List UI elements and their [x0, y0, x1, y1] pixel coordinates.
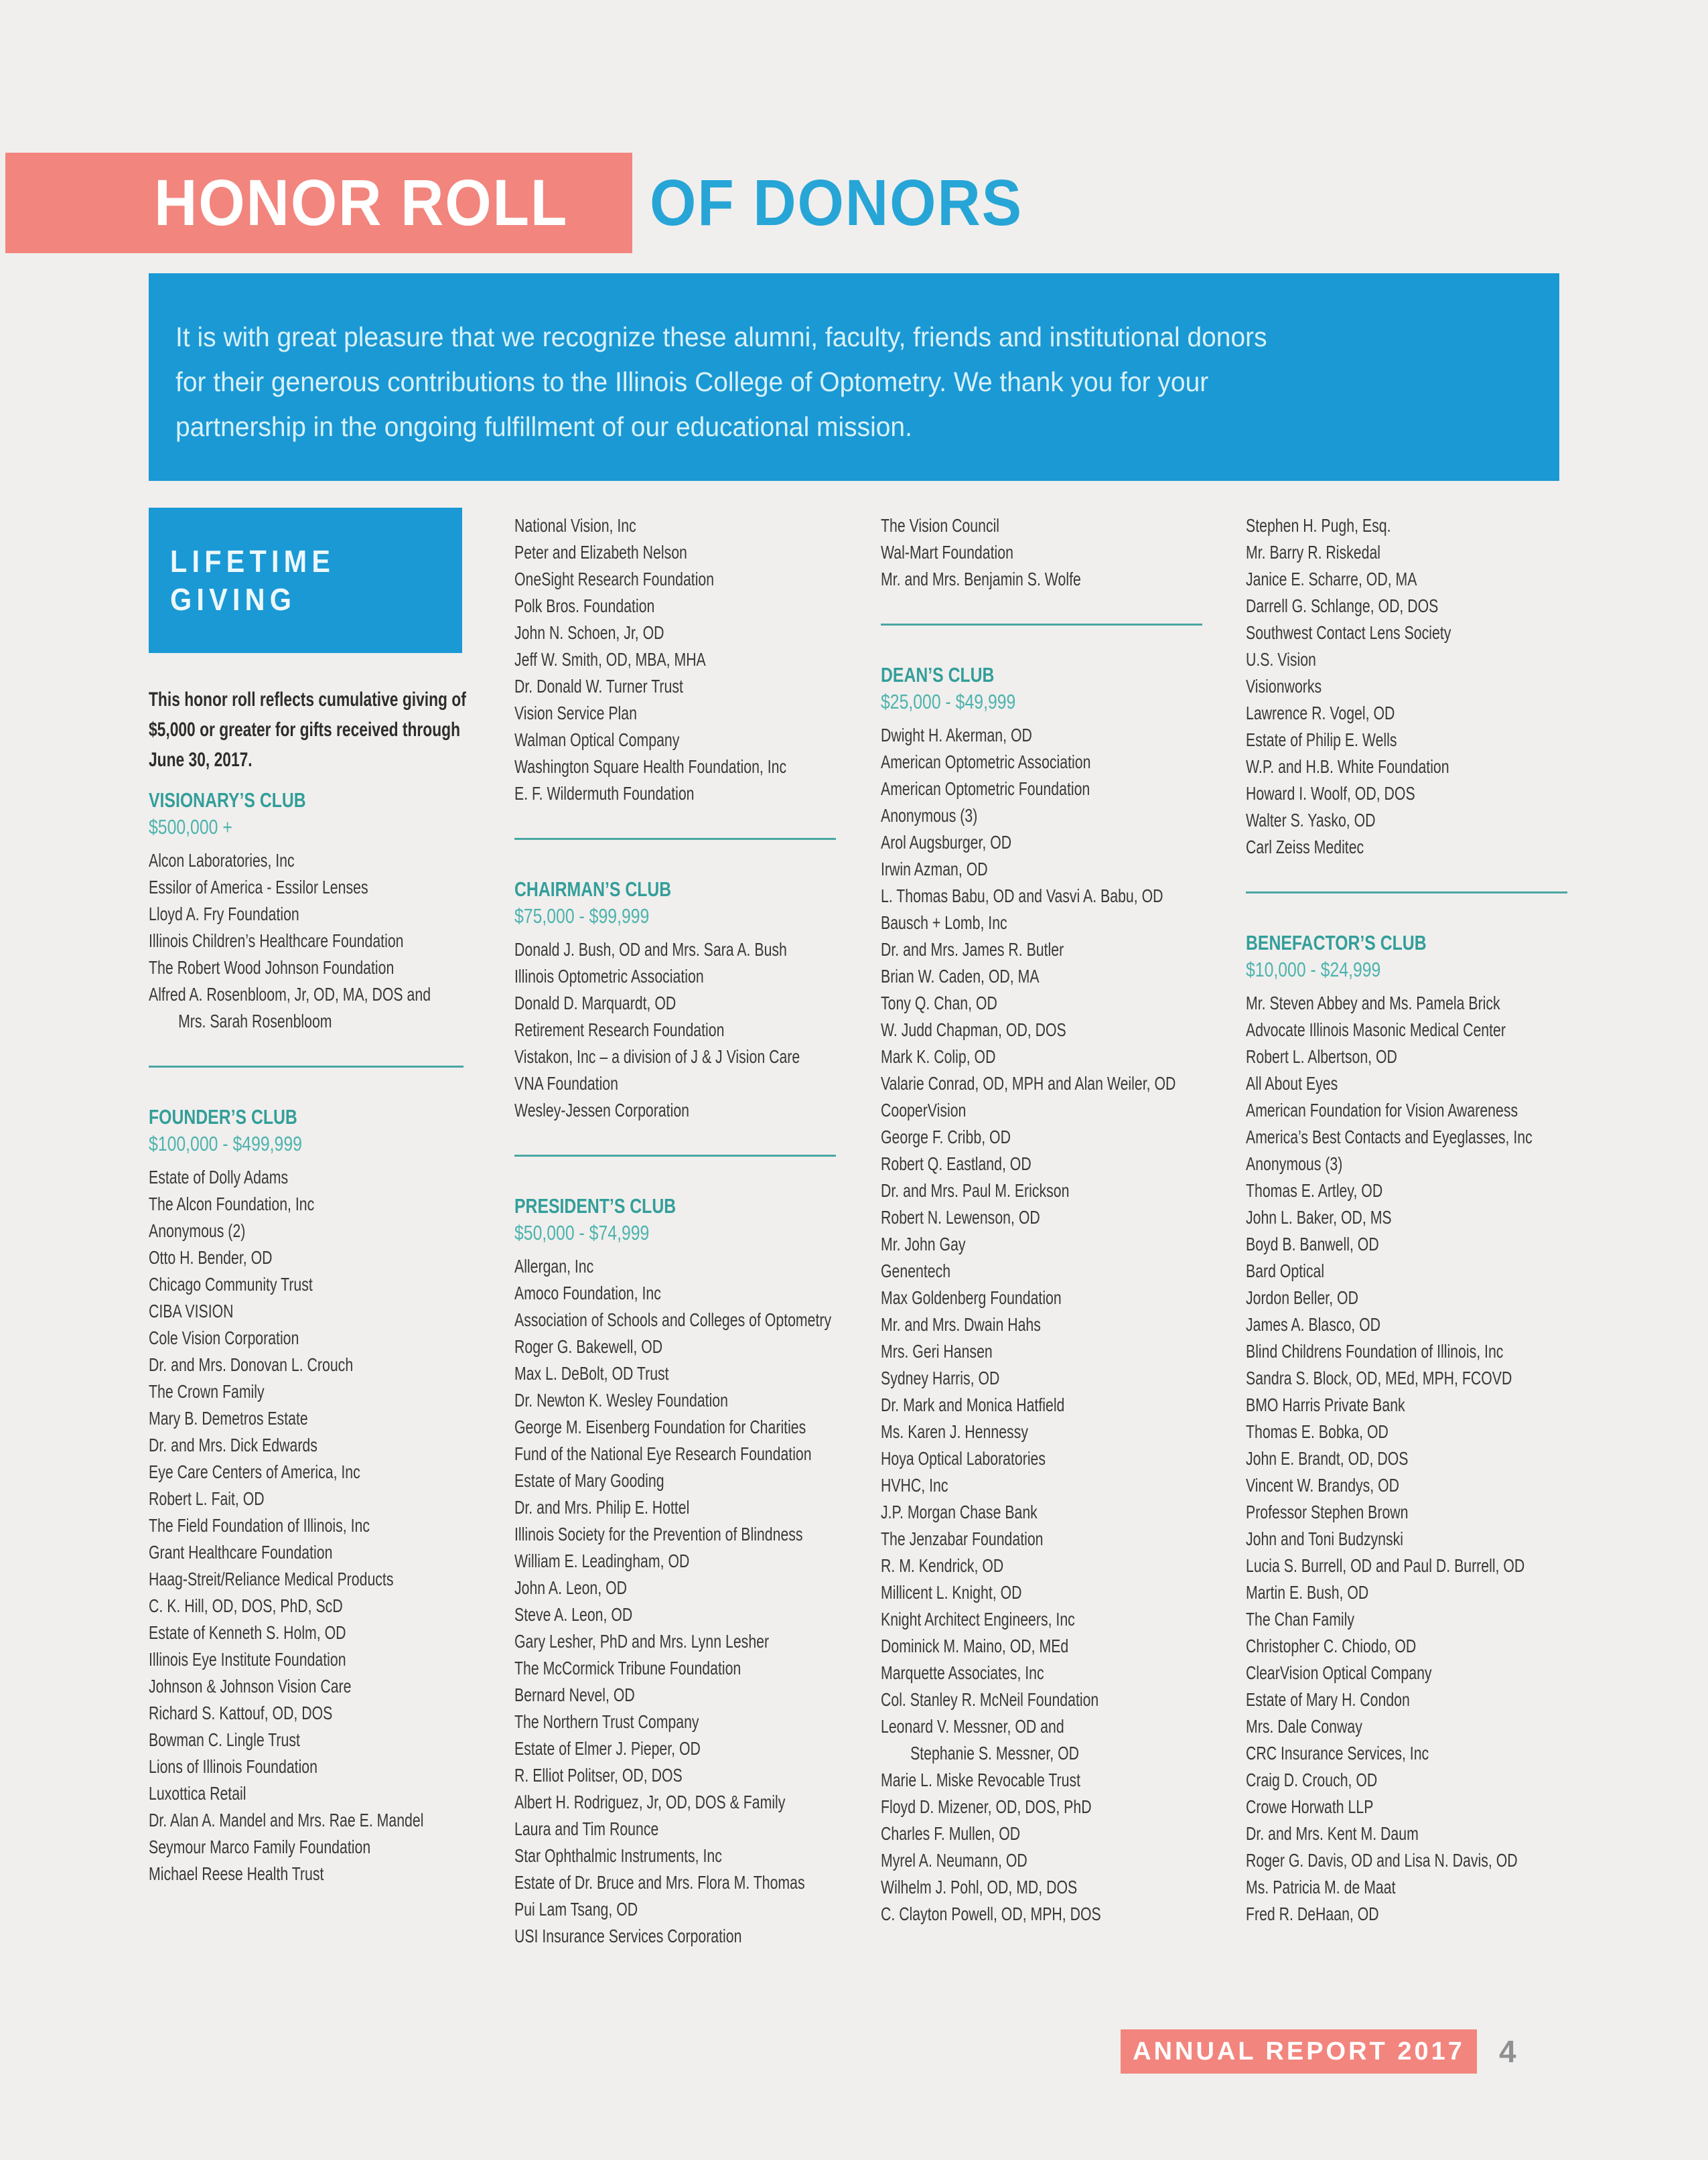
- donor-name: Tony Q. Chan, OD: [881, 993, 997, 1013]
- donor-name: The Northern Trust Company: [514, 1711, 699, 1732]
- donor-name: John E. Brandt, OD, DOS: [1246, 1448, 1409, 1469]
- donor-name: The Jenzabar Foundation: [881, 1528, 1044, 1549]
- donor-name: Robert L. Fait, OD: [149, 1488, 265, 1509]
- donor-name: R. Elliot Politser, OD, DOS: [514, 1765, 683, 1786]
- donor-name: Bausch + Lomb, Inc: [881, 912, 1007, 933]
- section-divider: [881, 624, 1202, 626]
- donor-name: Donald J. Bush, OD and Mrs. Sara A. Bush: [514, 939, 787, 960]
- section-divider: [1246, 891, 1567, 893]
- section-divider: [514, 1155, 836, 1157]
- donor-name: Max Goldenberg Foundation: [881, 1287, 1062, 1308]
- donor-name: Estate of Philip E. Wells: [1246, 729, 1397, 750]
- club-name: DEAN’S CLUB: [881, 663, 995, 687]
- donor-name: The McCormick Tribune Foundation: [514, 1658, 741, 1678]
- donor-list-deans-continued: [1246, 512, 1567, 861]
- donor-name: John A. Leon, OD: [514, 1577, 627, 1598]
- donor-name: Michael Reese Health Trust: [149, 1863, 324, 1884]
- donor-name: Chicago Community Trust: [149, 1274, 313, 1295]
- donor-name: Otto H. Bender, OD: [149, 1247, 273, 1268]
- donor-name: Estate of Elmer J. Pieper, OD: [514, 1738, 701, 1759]
- donor-name: Mr. Steven Abbey and Ms. Pamela Brick: [1246, 993, 1500, 1013]
- donor-name: John L. Baker, OD, MS: [1246, 1207, 1392, 1228]
- donor-name: The Chan Family: [1246, 1609, 1355, 1630]
- donor-name: Anonymous (2): [149, 1220, 246, 1241]
- donor-name: Allergan, Inc: [514, 1256, 594, 1277]
- donor-name: Sydney Harris, OD: [881, 1368, 1000, 1388]
- donor-list-founders-continued: [514, 512, 836, 807]
- donor-name: American Optometric Foundation: [881, 778, 1090, 799]
- donor-name: W. Judd Chapman, OD, DOS: [881, 1019, 1066, 1040]
- club-range: $10,000 - $24,999: [1246, 958, 1381, 981]
- donor-name: Washington Square Health Foundation, Inc: [514, 756, 787, 777]
- donor-name: Mary B. Demetros Estate: [149, 1408, 308, 1429]
- donor-name: Vision Service Plan: [514, 703, 637, 723]
- donor-name: Darrell G. Schlange, OD, DOS: [1246, 595, 1439, 616]
- donor-name: Southwest Contact Lens Society: [1246, 622, 1451, 643]
- donor-name: Dr. Mark and Monica Hatfield: [881, 1394, 1065, 1415]
- giving-note-line: $5,000 or greater for gifts received through: [149, 719, 461, 741]
- footer-banner-label: ANNUAL REPORT 2017: [1133, 2037, 1465, 2066]
- donor-name: Wilhelm J. Pohl, OD, MD, DOS: [881, 1877, 1078, 1897]
- donor-name: Valarie Conrad, OD, MPH and Alan Weiler, OD: [881, 1073, 1176, 1094]
- donor-name: Fred R. DeHaan, OD: [1246, 1903, 1379, 1924]
- donor-name: Walman Optical Company: [514, 729, 680, 750]
- donor-name: Seymour Marco Family Foundation: [149, 1837, 371, 1857]
- donor-name: Dr. Alan A. Mandel and Mrs. Rae E. Mandel: [149, 1810, 424, 1830]
- donor-name: Myrel A. Neumann, OD: [881, 1850, 1027, 1871]
- donor-name: Richard S. Kattouf, OD, DOS: [149, 1703, 333, 1723]
- intro-line: It is with great pleasure that we recognize these alumni, faculty, friends and institutional donors: [175, 321, 1267, 352]
- lifetime-giving-title-line: LIFETIME: [170, 543, 336, 579]
- donor-name: The Robert Wood Johnson Foundation: [149, 957, 395, 978]
- club-section-founders: [149, 1104, 464, 1887]
- donor-name: Roger G. Bakewell, OD: [514, 1336, 663, 1357]
- donor-name: Star Ophthalmic Instruments, Inc: [514, 1845, 722, 1866]
- donor-name: Illinois Children’s Healthcare Foundation: [149, 930, 404, 951]
- donor-name: Mr. and Mrs. Benjamin S. Wolfe: [881, 569, 1081, 589]
- page-number: 4: [1499, 2034, 1516, 2069]
- donor-name: American Optometric Association: [881, 751, 1091, 772]
- donor-name: Dominick M. Maino, OD, MEd: [881, 1636, 1069, 1656]
- donor-name: Dwight H. Akerman, OD: [881, 725, 1032, 745]
- donor-name: Mrs. Dale Conway: [1246, 1716, 1362, 1737]
- donor-name: Marquette Associates, Inc: [881, 1662, 1044, 1683]
- donor-name: Steve A. Leon, OD: [514, 1604, 633, 1625]
- donor-name: John N. Schoen, Jr, OD: [514, 622, 664, 643]
- donor-name: Luxottica Retail: [149, 1783, 246, 1804]
- donor-name: Dr. and Mrs. Dick Edwards: [149, 1435, 317, 1455]
- donor-list: [514, 1253, 836, 1950]
- donor-name: Hoya Optical Laboratories: [881, 1448, 1046, 1469]
- donor-name: Wesley-Jessen Corporation: [514, 1100, 690, 1121]
- donor-name: Johnson & Johnson Vision Care: [149, 1676, 352, 1697]
- donor-name: USI Insurance Services Corporation: [514, 1926, 742, 1946]
- donor-name: The Alcon Foundation, Inc: [149, 1194, 315, 1214]
- donor-name: Irwin Azman, OD: [881, 859, 988, 879]
- donor-name: Vistakon, Inc – a division of J & J Vision Care: [514, 1046, 800, 1067]
- donor-name: Amoco Foundation, Inc: [514, 1283, 661, 1303]
- donor-name: Max L. DeBolt, OD Trust: [514, 1363, 669, 1384]
- donor-name: Brian W. Caden, OD, MA: [881, 966, 1040, 987]
- donor-name: Grant Healthcare Foundation: [149, 1542, 333, 1563]
- club-section-benefactors: [1246, 930, 1567, 1928]
- donor-name: Laura and Tim Rounce: [514, 1818, 659, 1839]
- donor-name: Lawrence R. Vogel, OD: [1246, 703, 1395, 723]
- donor-list: [881, 722, 1202, 1928]
- section-divider: [514, 838, 836, 840]
- donor-name: BMO Harris Private Bank: [1246, 1394, 1405, 1415]
- column-4: [1246, 512, 1567, 1928]
- donor-name: Crowe Horwath LLP: [1246, 1796, 1374, 1817]
- donor-name: E. F. Wildermuth Foundation: [514, 783, 695, 804]
- donor-name: Eye Care Centers of America, Inc: [149, 1461, 360, 1482]
- donor-name: America’s Best Contacts and Eyeglasses, Inc: [1246, 1127, 1533, 1147]
- donor-name: Jordon Beller, OD: [1246, 1287, 1358, 1308]
- donor-name: Roger G. Davis, OD and Lisa N. Davis, OD: [1246, 1850, 1518, 1871]
- donor-name: Essilor of America - Essilor Lenses: [149, 877, 368, 897]
- giving-note-line: This honor roll reflects cumulative giving of: [149, 689, 466, 711]
- donor-name: Millicent L. Knight, OD: [881, 1582, 1022, 1603]
- donor-name: CRC Insurance Services, Inc: [1246, 1743, 1429, 1763]
- club-section-visionary: [149, 787, 464, 1035]
- donor-name: Thomas E. Artley, OD: [1246, 1180, 1383, 1201]
- donor-name: Mrs. Geri Hansen: [881, 1341, 993, 1362]
- donor-name: Floyd D. Mizener, OD, DOS, PhD: [881, 1796, 1092, 1817]
- donor-name: Blind Childrens Foundation of Illinois, Inc: [1246, 1341, 1504, 1362]
- donor-name: Boyd B. Banwell, OD: [1246, 1234, 1379, 1254]
- donor-name: OneSight Research Foundation: [514, 569, 715, 589]
- donor-name: George M. Eisenberg Foundation for Charities: [514, 1417, 806, 1437]
- donor-name: Mr. John Gay: [881, 1234, 966, 1254]
- donor-name: HVHC, Inc: [881, 1475, 948, 1496]
- donor-name: Anonymous (3): [881, 805, 978, 826]
- page-title: [5, 153, 1055, 253]
- donor-name: Estate of Mary Gooding: [514, 1470, 664, 1491]
- donor-name: VNA Foundation: [514, 1073, 618, 1094]
- donor-name: Mrs. Sarah Rosenbloom: [178, 1011, 332, 1031]
- intro-box: [149, 273, 1559, 481]
- donor-name: Mr. Barry R. Riskedal: [1246, 542, 1381, 563]
- club-range: $25,000 - $49,999: [881, 690, 1016, 713]
- donor-name: Gary Lesher, PhD and Mrs. Lynn Lesher: [514, 1631, 770, 1652]
- lifetime-giving-title-line: GIVING: [170, 581, 297, 617]
- page-title-primary: HONOR ROLL: [154, 166, 569, 239]
- donor-name: Lions of Illinois Foundation: [149, 1756, 317, 1777]
- donor-name: Christopher C. Chiodo, OD: [1246, 1636, 1417, 1656]
- footer-banner: [1121, 2029, 1477, 2074]
- donor-name: Jeff W. Smith, OD, MBA, MHA: [514, 649, 706, 670]
- donor-name: Vincent W. Brandys, OD: [1246, 1475, 1400, 1496]
- donor-name: Dr. and Mrs. Donovan L. Crouch: [149, 1354, 354, 1375]
- column-2: [514, 512, 836, 1950]
- donor-list: [149, 1164, 464, 1887]
- donor-name: W.P. and H.B. White Foundation: [1246, 756, 1449, 777]
- club-range: $100,000 - $499,999: [149, 1132, 302, 1155]
- club-section-chairmans: [514, 876, 836, 1124]
- donor-name: Genentech: [881, 1261, 951, 1281]
- donor-name: Dr. and Mrs. Philip E. Hottel: [514, 1497, 690, 1518]
- donor-name: Haag-Streit/Reliance Medical Products: [149, 1569, 394, 1589]
- donor-name: Estate of Dr. Bruce and Mrs. Flora M. Thomas: [514, 1872, 805, 1893]
- donor-name: J.P. Morgan Chase Bank: [881, 1502, 1038, 1522]
- donor-name: Mr. and Mrs. Dwain Hahs: [881, 1314, 1041, 1335]
- donor-name: Donald D. Marquardt, OD: [514, 993, 677, 1013]
- donor-name: James A. Blasco, OD: [1246, 1314, 1381, 1335]
- donor-name: ClearVision Optical Company: [1246, 1662, 1432, 1683]
- intro-line: for their generous contributions to the Illinois College of Optometry. We thank you for your: [175, 366, 1209, 397]
- donor-name: Robert N. Lewenson, OD: [881, 1207, 1040, 1228]
- donor-name: Bernard Nevel, OD: [514, 1684, 635, 1705]
- donor-name: Alcon Laboratories, Inc: [149, 850, 295, 871]
- donor-name: Dr. Newton K. Wesley Foundation: [514, 1390, 728, 1411]
- donor-name: Ms. Karen J. Hennessy: [881, 1421, 1028, 1442]
- donor-name: The Vision Council: [881, 515, 1000, 536]
- donor-name: Knight Architect Engineers, Inc: [881, 1609, 1075, 1630]
- donor-name: Bowman C. Lingle Trust: [149, 1729, 300, 1750]
- donor-name: Visionworks: [1246, 676, 1322, 697]
- donor-name: National Vision, Inc: [514, 515, 636, 536]
- club-range: $50,000 - $74,999: [514, 1221, 650, 1244]
- donor-name: Wal-Mart Foundation: [881, 542, 1013, 563]
- donor-name: Albert H. Rodriguez, Jr, OD, DOS & Family: [514, 1792, 786, 1812]
- donor-name: George F. Cribb, OD: [881, 1127, 1011, 1147]
- donor-name: Pui Lam Tsang, OD: [514, 1899, 638, 1920]
- donor-name: American Foundation for Vision Awareness: [1246, 1100, 1518, 1121]
- donor-name: The Field Foundation of Illinois, Inc: [149, 1515, 370, 1536]
- club-name: BENEFACTOR’S CLUB: [1246, 931, 1427, 954]
- club-name: CHAIRMAN’S CLUB: [514, 877, 672, 901]
- donor-list: [514, 936, 836, 1124]
- donor-name: Alfred A. Rosenbloom, Jr, OD, MA, DOS and: [149, 984, 431, 1005]
- donor-list: [149, 847, 464, 1035]
- donor-name: Estate of Kenneth S. Holm, OD: [149, 1622, 346, 1643]
- donor-name: Cole Vision Corporation: [149, 1327, 299, 1348]
- donor-name: Dr. and Mrs. James R. Butler: [881, 939, 1064, 960]
- intro-line: partnership in the ongoing fulfillment of our educational mission.: [175, 411, 912, 442]
- donor-name: CIBA VISION: [149, 1301, 234, 1321]
- donor-name: Lucia S. Burrell, OD and Paul D. Burrell, OD: [1246, 1555, 1525, 1576]
- donor-name: Bard Optical: [1246, 1261, 1325, 1281]
- donor-name: John and Toni Budzynski: [1246, 1528, 1404, 1549]
- club-name: PRESIDENT’S CLUB: [514, 1194, 677, 1218]
- donor-name: Illinois Eye Institute Foundation: [149, 1649, 346, 1670]
- donor-name: Dr. and Mrs. Kent M. Daum: [1246, 1823, 1419, 1844]
- club-section-presidents: [514, 1193, 836, 1950]
- donor-name: All About Eyes: [1246, 1073, 1338, 1094]
- donor-name: Stephen H. Pugh, Esq.: [1246, 515, 1391, 536]
- donor-name: Sandra S. Block, OD, MEd, MPH, FCOVD: [1246, 1368, 1512, 1388]
- club-name: VISIONARY’S CLUB: [149, 788, 306, 812]
- donor-name: Anonymous (3): [1246, 1153, 1343, 1174]
- donor-name: Dr. Donald W. Turner Trust: [514, 676, 683, 697]
- donor-name: Thomas E. Bobka, OD: [1246, 1421, 1389, 1442]
- page-title-secondary: OF DONORS: [650, 166, 1023, 239]
- club-name: FOUNDER’S CLUB: [149, 1105, 297, 1129]
- donor-name: Estate of Dolly Adams: [149, 1167, 289, 1187]
- donor-name: Martin E. Bush, OD: [1246, 1582, 1369, 1603]
- donor-name: Arol Augsburger, OD: [881, 832, 1012, 853]
- donor-list: [1246, 990, 1567, 1928]
- lifetime-giving-box: [149, 508, 462, 653]
- donor-name: Carl Zeiss Meditec: [1246, 837, 1364, 857]
- donor-name: The Crown Family: [149, 1381, 265, 1402]
- donor-name: R. M. Kendrick, OD: [881, 1555, 1004, 1576]
- donor-list-presidents-continued: [881, 512, 1202, 593]
- donor-name: Advocate Illinois Masonic Medical Center: [1246, 1019, 1506, 1040]
- donor-name: Janice E. Scharre, OD, MA: [1246, 569, 1417, 589]
- donor-name: Polk Bros. Foundation: [514, 595, 655, 616]
- donor-name: Robert Q. Eastland, OD: [881, 1153, 1031, 1174]
- column-1: [149, 787, 464, 1887]
- giving-note: [149, 685, 470, 775]
- donor-name: Illinois Optometric Association: [514, 966, 704, 987]
- club-range: $500,000 +: [149, 815, 232, 839]
- donor-name: Professor Stephen Brown: [1246, 1502, 1409, 1522]
- donor-name: Peter and Elizabeth Nelson: [514, 542, 687, 563]
- donor-name: Craig D. Crouch, OD: [1246, 1770, 1378, 1790]
- donor-name: U.S. Vision: [1246, 649, 1316, 670]
- donor-name: William E. Leadingham, OD: [514, 1551, 690, 1571]
- donor-name: C. Clayton Powell, OD, MPH, DOS: [881, 1903, 1101, 1924]
- donor-name: Leonard V. Messner, OD and: [881, 1716, 1064, 1737]
- donor-name: Walter S. Yasko, OD: [1246, 810, 1376, 831]
- donor-name: CooperVision: [881, 1100, 967, 1121]
- donor-name: Fund of the National Eye Research Foundation: [514, 1443, 812, 1464]
- donor-name: Howard I. Woolf, OD, DOS: [1246, 783, 1415, 804]
- donor-name: Marie L. Miske Revocable Trust: [881, 1770, 1081, 1790]
- donor-name: Charles F. Mullen, OD: [881, 1823, 1021, 1844]
- donor-name: Lloyd A. Fry Foundation: [149, 904, 299, 924]
- donor-name: Stephanie S. Messner, OD: [910, 1743, 1080, 1763]
- donor-name: Retirement Research Foundation: [514, 1019, 725, 1040]
- donor-name: Col. Stanley R. McNeil Foundation: [881, 1689, 1099, 1710]
- donor-name: Mark K. Colip, OD: [881, 1046, 996, 1067]
- donor-name: Association of Schools and Colleges of Optometry: [514, 1309, 832, 1330]
- donor-name: Illinois Society for the Prevention of Blindness: [514, 1524, 803, 1544]
- club-section-deans: [881, 662, 1202, 1928]
- donor-name: Robert L. Albertson, OD: [1246, 1046, 1397, 1067]
- donor-name: Estate of Mary H. Condon: [1246, 1689, 1410, 1710]
- donor-name: C. K. Hill, OD, DOS, PhD, ScD: [149, 1595, 343, 1616]
- donor-name: Ms. Patricia M. de Maat: [1246, 1877, 1396, 1897]
- giving-note-line: June 30, 2017.: [149, 749, 253, 771]
- column-3: [881, 512, 1202, 1928]
- section-divider: [149, 1066, 464, 1068]
- donor-name: Dr. and Mrs. Paul M. Erickson: [881, 1180, 1070, 1201]
- club-range: $75,000 - $99,999: [514, 904, 650, 928]
- donor-name: L. Thomas Babu, OD and Vasvi A. Babu, OD: [881, 885, 1163, 906]
- title-highlight-box: [5, 153, 632, 253]
